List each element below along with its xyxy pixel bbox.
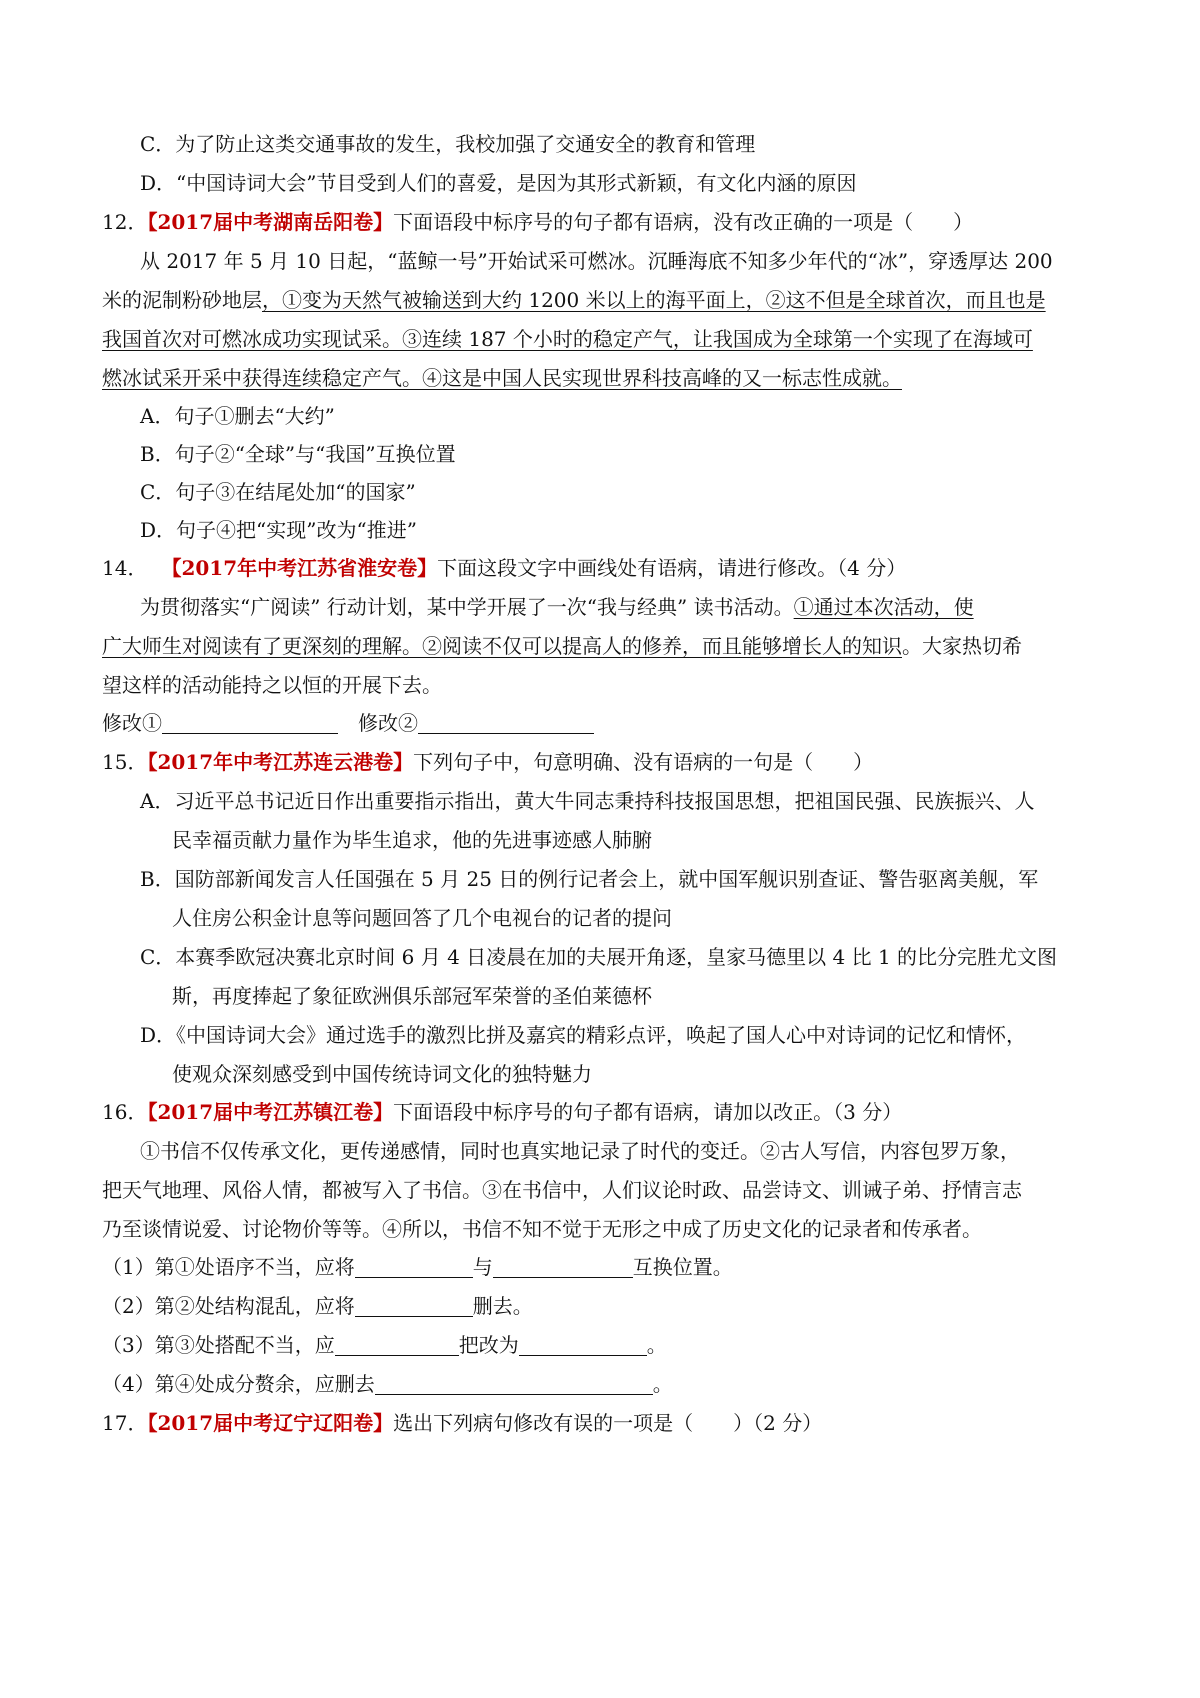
q16-s3-mid: 把改为 [458,1333,519,1357]
q14-passage-line-2 [102,632,1022,660]
q14-underlined-1-cont: 广大师生对阅读有了更深刻的理解。 [102,634,422,658]
q15-number: 15． [102,750,148,774]
q16-s1-blank-2[interactable] [493,1257,633,1278]
q17-number: 17． [102,1411,148,1435]
q15-stem: 下列句子中，句意明确、没有语病的一句是（ ） [413,750,874,774]
q14-fix1-label: 修改① [102,711,162,735]
q12-passage-line-1: 从 2017 年 5 月 10 日起，“蓝鲸一号”开始试采可燃冰。沉睡海底不知多少年代的“冰”，穿透厚达 200 [140,249,1053,273]
q12-passage-text: 米的泥制粉砂地层 [102,288,262,312]
q16-subquestion-2 [102,1292,533,1320]
q16-source: 【2017届中考江苏镇江卷】 [147,1100,394,1124]
q12-number: 12． [102,210,148,234]
q14-fix2-blank[interactable] [418,713,594,734]
q16-s2-text: （2）第②处结构混乱，应将 [102,1294,355,1318]
q15-option-b-line-2: 人住房公积金计息等问题回答了几个电视台的记者的提问 [172,906,672,930]
q16-s4-text: （4）第④处成分赘余，应删去 [102,1372,375,1396]
q14-source: 【2017年中考江苏省淮安卷】 [161,556,438,580]
q11-option-c: C．为了防止这类交通事故的发生，我校加强了交通安全的教育和管理 [140,132,756,156]
q14-number: 14． [102,556,148,580]
q14-answer-line [102,709,594,737]
q12-option-c: C．句子③在结尾处加“的国家” [140,480,416,504]
q11-option-d: D．“中国诗词大会”节目受到人们的喜爱，是因为其形式新颖，有文化内涵的原因 [140,171,857,195]
q16-passage-line-3: 乃至谈情说爱、讨论物价等等。④所以，书信不知不觉于无形之中成了历史文化的记录者和传承者。 [102,1217,982,1241]
q16-s1-text: （1）第①处语序不当，应将 [102,1255,355,1279]
q14-fix2-label: 修改② [358,711,418,735]
q16-s1-blank-1[interactable] [355,1257,473,1278]
q14-underlined-1: ①通过本次活动，使 [793,595,974,619]
q12-option-a: A．句子①删去“大约” [140,404,335,428]
q14-passage-text: 为贯彻落实“广阅读” 行动计划，某中学开展了一次“我与经典” 读书活动。 [140,595,794,619]
q15-source: 【2017年中考江苏连云港卷】 [147,750,414,774]
q16-passage-line-2: 把天气地理、风俗人情，都被写入了书信。③在书信中，人们议论时政、品尝诗文、训诫子弟、抒情言志 [102,1178,1022,1202]
q16-stem: 下面语段中标序号的句子都有语病，请加以改正。（3 分） [393,1100,903,1124]
q15-option-d-line-1: D．《中国诗词大会》通过选手的激烈比拼及嘉宾的精彩点评，唤起了国人心中对诗词的记忆和情怀， [140,1023,1027,1047]
q17-source: 【2017届中考辽宁辽阳卷】 [147,1411,394,1435]
q12-option-d: D．句子④把“实现”改为“推进” [140,518,417,542]
q16-passage-line-1: ①书信不仅传承文化，更传递感情，同时也真实地记录了时代的变迁。②古人写信，内容包罗万象， [140,1139,1020,1163]
q16-s4-tail: 。 [652,1372,673,1396]
q14-header [102,554,906,582]
q15-option-a-line-2: 民幸福贡献力量作为毕生追求，他的先进事迹感人肺腑 [172,828,652,852]
q16-subquestion-1 [102,1253,733,1281]
q16-s2-blank[interactable] [355,1296,473,1317]
q12-passage-line-2 [102,286,1046,314]
q12-option-b: B．句子②“全球”与“我国”互换位置 [140,442,456,466]
q15-option-a-line-1: A．习近平总书记近日作出重要指示指出，黄大牛同志秉持科技报国思想，把祖国民强、民族振兴、人 [140,789,1035,813]
q17-header [102,1409,822,1437]
q14-passage-text-2: 。大家热切希 [902,634,1022,658]
q16-s1-and: 与 [472,1255,493,1279]
q12-passage-line-4: 燃冰试采开采中获得连续稳定产气。④这是中国人民实现世界科技高峰的又一标志性成就。 [102,366,902,390]
q16-header [102,1098,902,1126]
q14-stem: 下面这段文字中画线处有语病，请进行修改。（4 分） [437,556,907,580]
q17-stem: 选出下列病句修改有误的一项是（ ）（2 分） [393,1411,823,1435]
q14-passage-line-1 [140,593,974,621]
q12-stem: 下面语段中标序号的句子都有语病，没有改正确的一项是（ ） [393,210,974,234]
q14-underlined-2: ②阅读不仅可以提高人的修养，而且能够增长人的知识 [422,634,902,658]
q12-passage-line-3: 我国首次对可燃冰成功实现试采。③连续 187 个小时的稳定产气，让我国成为全球第一个实现了在海域可 [102,327,1033,351]
q16-subquestion-4 [102,1370,673,1398]
q16-s4-blank[interactable] [375,1374,653,1395]
q14-fix1-blank[interactable] [162,713,338,734]
q16-s3-blank-2[interactable] [519,1335,647,1356]
q12-source: 【2017届中考湖南岳阳卷】 [147,210,394,234]
q16-s1-tail: 互换位置。 [632,1255,733,1279]
q16-s3-blank-1[interactable] [335,1335,459,1356]
q16-subquestion-3 [102,1331,667,1359]
q15-option-c-line-1: C．本赛季欧冠决赛北京时间 6 月 4 日凌晨在加的夫展开角逐，皇家马德里以 4 比 1 的比分完胜尤文图 [140,945,1058,969]
q16-number: 16． [102,1100,148,1124]
q15-header [102,748,873,776]
q16-s3-tail: 。 [646,1333,667,1357]
q14-passage-line-3: 望这样的活动能持之以恒的开展下去。 [102,673,442,697]
q16-s3-text: （3）第③处搭配不当，应 [102,1333,335,1357]
q15-option-d-line-2: 使观众深刻感受到中国传统诗词文化的独特魅力 [172,1062,592,1086]
q12-underlined-text: ，①变为天然气被输送到大约 1200 米以上的海平面上，②这不但是全球首次，而且也是 [262,288,1046,312]
q15-option-c-line-2: 斯，再度捧起了象征欧洲俱乐部冠军荣誉的圣伯莱德杯 [172,984,652,1008]
q16-s2-tail: 删去。 [472,1294,533,1318]
q15-option-b-line-1: B．国防部新闻发言人任国强在 5 月 25 日的例行记者会上，就中国军舰识别查证、警告驱离美舰，军 [140,867,1039,891]
q12-header [102,208,973,236]
